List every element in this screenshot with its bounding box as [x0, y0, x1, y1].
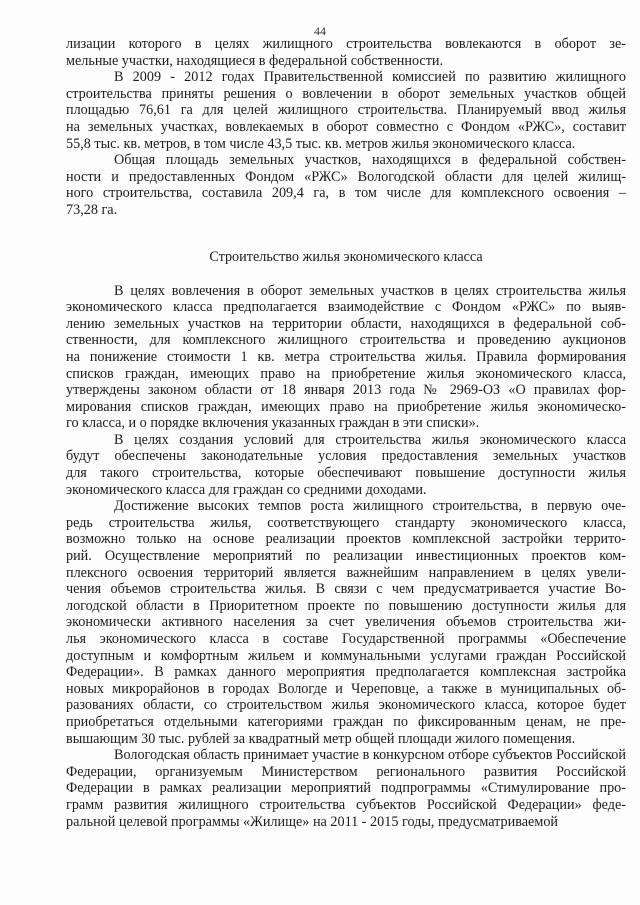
page-number: 44 — [314, 24, 326, 38]
text-line: Достижение высоких темпов роста жилищного строительства, в первую оче- — [114, 498, 626, 515]
text-line: Федерации в рамках реализации мероприятий подпрограммы «Стимулирование про- — [66, 780, 626, 797]
text-line: разованиях области, со строительством жилья экономического класса, которое будет — [66, 697, 626, 714]
text-line: доступным и комфортным жильем и коммунальными услугами граждан Российской — [66, 647, 626, 664]
text-line: логодской области в Приоритетном проекте по повышению доступности жилья для — [66, 597, 626, 614]
text-line: Федерации». В рамках данного мероприятия предполагается комплексная застройка — [66, 664, 626, 681]
text-line: 55,8 тыс. кв. метров, в том числе 43,5 тыс. кв. метров жилья экономического класса. — [66, 135, 576, 152]
text-line: мирования списков граждан, имеющих право на приобретение жилья экономическо- — [66, 398, 626, 415]
paragraph — [66, 69, 626, 152]
text-line: Федерации, организуемым Министерством регионального развития Российской — [66, 763, 626, 780]
paragraph — [66, 152, 626, 218]
text-line: экономически активного населения за счет увеличения объемов строительства жи- — [66, 614, 626, 631]
text-line: возможно только на основе реализации проектов комплексной застройки террито- — [66, 531, 626, 548]
text-line: вышающим 30 тыс. рублей за квадратный метр общей площади жилого помещения. — [66, 730, 576, 747]
text-line: будут обеспечены законодательные условия предоставления земельных участков — [66, 448, 626, 465]
paragraph — [66, 498, 626, 747]
text-line: 73,28 га. — [66, 201, 118, 218]
text-line: В целях вовлечения в оборот земельных участков в целях строительства жилья — [114, 282, 626, 299]
paragraph — [66, 283, 626, 432]
text-line: Вологодская область принимает участие в конкурсном отборе субъектов Российской — [114, 747, 626, 764]
paragraph — [66, 36, 626, 69]
text-line: новых микрорайонов в городах Вологде и Череповце, а также в муниципальных об- — [66, 680, 626, 697]
text-line: ственности, для комплексного жилищного строительства и проведению аукционов — [66, 332, 626, 349]
text-line: Общая площадь земельных участков, находящихся в федеральной собствен- — [114, 152, 626, 169]
text-line: списков граждан, имеющих право на приобретение жилья экономического класса, — [66, 365, 626, 382]
text-line: на земельных участках, вовлекаемых в оборот совместно с Фондом «РЖС», составит — [66, 118, 626, 135]
paragraph — [66, 747, 626, 830]
section-heading: Строительство жилья экономического класса — [209, 248, 483, 265]
text-line: ральной целевой программы «Жилище» на 2011 - 2015 годы, предусматриваемой — [66, 813, 559, 830]
text-line: лизации которого в целях жилищного строительства вовлекаются в оборот зе- — [66, 36, 626, 52]
text-line: лению земельных участков на территории области, находящихся в федеральной соб- — [66, 315, 626, 332]
text-line: строительства приняты решения о вовлечении в оборот земельных участков общей — [66, 85, 626, 102]
document-body — [66, 36, 626, 830]
text-line: для такого строительства, которые обеспечивают повышение доступности жилья — [66, 465, 626, 482]
text-line: плексного освоения территорий является важнейшим направлением в целях увели- — [66, 564, 626, 581]
text-line: ного строительства, составила 209,4 га, в том числе для комплексного освоения – — [66, 185, 626, 202]
text-line: В целях создания условий для строительства жилья экономического класса — [114, 431, 626, 448]
text-line: редь строительства жилья, соответствующего стандарту экономического класса, — [66, 514, 626, 531]
text-line: лья экономического класса в составе Государственной программы «Обеспечение — [66, 631, 626, 647]
paragraph — [66, 432, 626, 498]
text-line: приобретаться отдельными категориями граждан по фиксированным ценам, не пре- — [66, 713, 626, 730]
text-line: рий. Осуществление мероприятий по реализации инвестиционных проектов ком- — [66, 548, 626, 565]
text-line: площадью 76,61 га для целей жилищного строительства. Планируемый ввод жилья — [66, 102, 626, 119]
text-line: В 2009 - 2012 годах Правительственной комиссией по развитию жилищного — [114, 69, 626, 86]
text-line: утверждены законом области от 18 января 2013 года № 2969-ОЗ «О правилах фор- — [66, 382, 626, 399]
spacer — [66, 219, 626, 239]
text-line: экономического класса для граждан со средними доходами. — [66, 481, 427, 498]
text-line: мельные участки, находящиеся в федеральной собственности. — [66, 52, 444, 69]
text-line: го класса, и о порядке включения указанных граждан в эти списки». — [66, 415, 480, 432]
text-line: на понижение стоимости 1 кв. метра строительства жилья. Правила формирования — [66, 348, 626, 365]
text-line: ности и предоставленных Фондом «РЖС» Вологодской области для целей жилищ- — [66, 168, 626, 185]
text-line: грамм развития жилищного строительства субъектов Российской Федерации» феде- — [66, 796, 626, 813]
text-line: экономического класса предполагается взаимодействие с Фондом «РЖС» по выяв- — [66, 299, 626, 316]
text-line: чения объемов строительства жилья. В связи с чем предусматривается участие Во- — [66, 581, 626, 598]
